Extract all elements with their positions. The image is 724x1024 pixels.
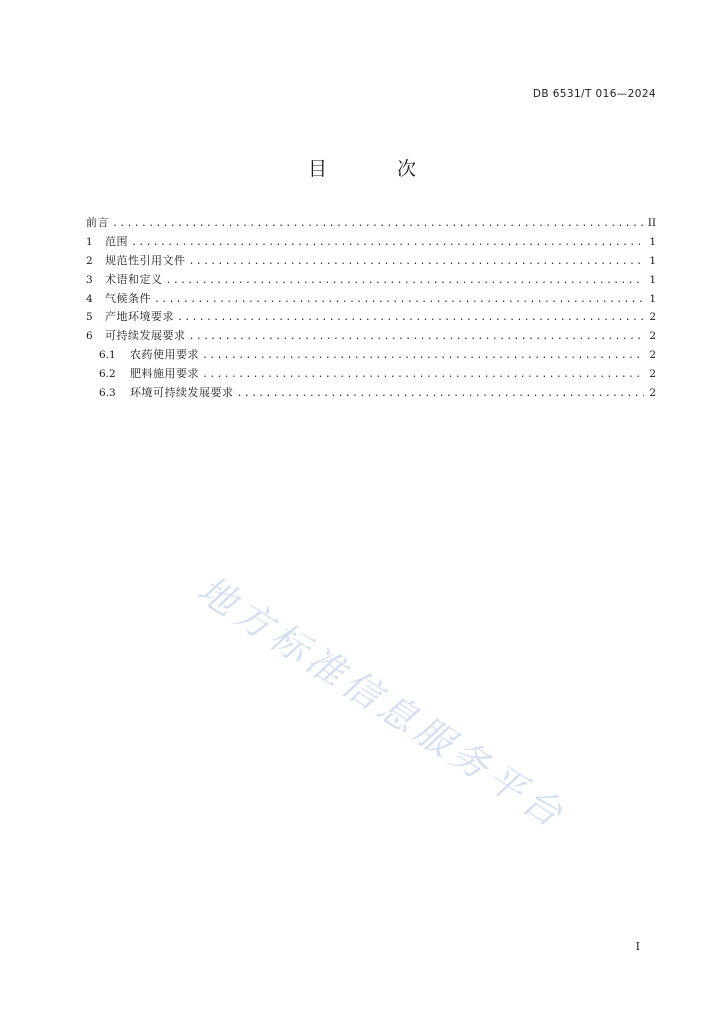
dot-leader [237,385,645,404]
dot-leader [202,366,644,385]
toc-entry-number: 6.2 [99,368,116,381]
dot-leader [177,309,644,328]
toc-entry-environmental-sustainability[interactable] [86,384,656,403]
dot-leader [154,291,644,310]
dot-leader [189,328,645,347]
toc-entry-page: 1 [649,235,656,248]
toc-entry-label: 范围 [105,234,128,248]
toc-entry-page: II [647,217,656,229]
toc-entry-number: 5 [86,311,93,324]
toc-entry-pesticide-use[interactable] [86,346,656,365]
toc-entry-page: 1 [649,254,656,267]
toc-entry-number: 4 [86,292,93,305]
table-of-contents [86,214,656,403]
toc-entry-number: 6.3 [99,387,116,400]
toc-entry-label: 产地环境要求 [105,310,174,324]
toc-entry-number: 1 [86,235,93,248]
toc-entry-page: 1 [649,273,656,286]
toc-entry-fertilizer-use[interactable] [86,365,656,384]
toc-entry-page: 1 [649,292,656,305]
toc-entry-label: 可持续发展要求 [105,329,186,343]
dot-leader [202,347,644,366]
toc-entry-label: 前言 [86,216,109,229]
toc-entry-label: 肥料施用要求 [130,367,199,381]
toc-entry-label: 气候条件 [105,291,151,305]
toc-entry-climate-conditions[interactable] [86,290,656,309]
toc-entry-page: 2 [649,349,656,362]
dot-leader [166,272,645,291]
watermark: 地方标准信息服务平台 [190,567,575,839]
toc-entry-page: 2 [649,387,656,400]
page-number: I [635,940,640,953]
toc-entry-sustainable-development[interactable] [86,327,656,346]
dot-leader [189,253,645,272]
dot-leader [131,234,644,253]
toc-entry-number: 6 [86,330,93,343]
toc-entry-number: 6.1 [99,349,116,362]
toc-entry-label: 环境可持续发展要求 [130,386,234,400]
toc-entry-foreword[interactable] [86,214,656,233]
document-code: DB 6531/T 016—2024 [532,88,656,100]
toc-entry-number: 3 [86,273,93,286]
toc-entry-terms-definitions[interactable] [86,271,656,290]
toc-title: 目 次 [307,158,449,180]
toc-entry-label: 术语和定义 [105,272,163,286]
toc-entry-page: 2 [649,330,656,343]
toc-entry-label: 农药使用要求 [130,348,199,362]
toc-entry-number: 2 [86,254,93,267]
toc-entry-label: 规范性引用文件 [105,253,186,267]
dot-leader [112,215,644,234]
toc-entry-environment-requirements[interactable] [86,308,656,327]
toc-entry-scope[interactable] [86,233,656,252]
toc-entry-page: 2 [649,311,656,324]
toc-entry-page: 2 [649,368,656,381]
toc-entry-normative-references[interactable] [86,252,656,271]
